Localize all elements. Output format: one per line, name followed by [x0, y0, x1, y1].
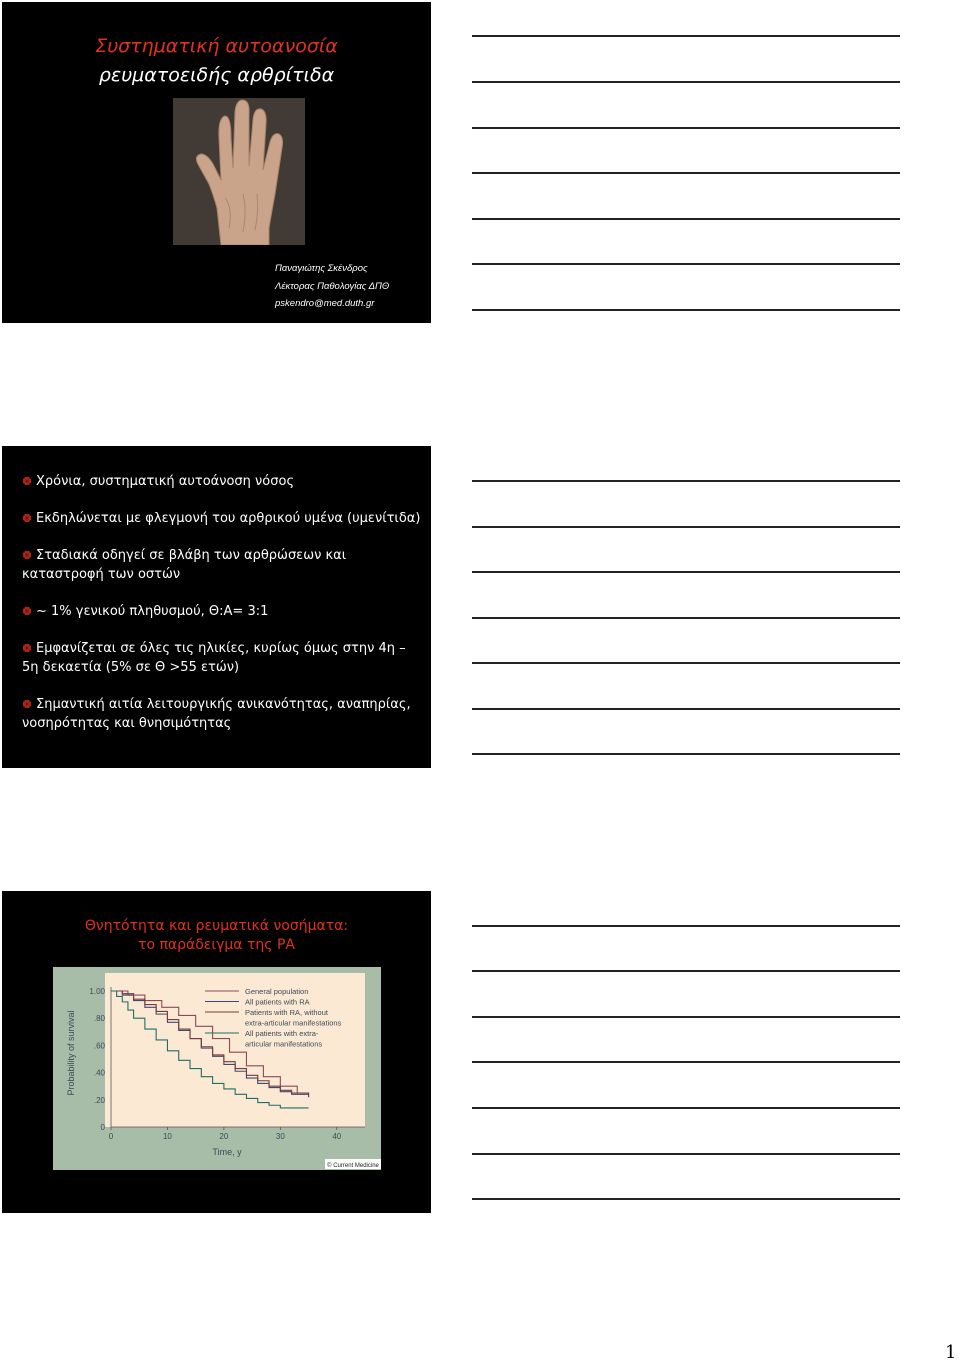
note-line	[472, 1107, 900, 1109]
bullet-text: Εκδηλώνεται με φλεγμονή του αρθρικού υμένα (υμενίτιδα)	[36, 511, 421, 526]
note-line	[472, 1153, 900, 1155]
slide-mortality	[2, 891, 431, 1213]
legend-label: All patients with RA	[245, 997, 310, 1007]
bullet-text: Εμφανίζεται σε όλες τις ηλικίες, κυρίως όμως στην 4η – 5η δεκαετία (5% σε Θ >55 ετών)	[22, 641, 406, 675]
credit-text: © Current Medicine	[327, 1163, 379, 1169]
slide-title-text	[2, 32, 431, 90]
slide-overview	[2, 446, 431, 768]
bullet-item	[22, 695, 422, 733]
x-tick-label: 30	[275, 1132, 285, 1141]
note-line	[472, 1198, 900, 1200]
legend-label: extra-articular manifestations	[245, 1018, 342, 1028]
bullet-icon	[22, 699, 32, 709]
legend-label: articular manifestations	[245, 1039, 323, 1049]
survival-chart	[53, 967, 381, 1170]
bullet-text: Σημαντική αιτία λειτουργικής ανικανότητας, αναπηρίας, νοσηρότητας και θνησιμότητας	[22, 697, 411, 731]
x-tick-label: 40	[332, 1132, 342, 1141]
bullet-item	[22, 472, 422, 491]
note-line	[472, 925, 900, 927]
hand-photo	[173, 98, 305, 245]
title-line-1: Συστηματική αυτοανοσία	[95, 35, 338, 57]
y-tick-label: 0	[100, 1123, 105, 1132]
title-line-2: το παράδειγμα της ΡΑ	[138, 937, 295, 953]
y-tick-label: .80	[93, 1014, 105, 1024]
y-axis-label: Probability of survival	[66, 1010, 76, 1096]
author-info	[275, 260, 389, 313]
bullet-list	[22, 472, 422, 751]
legend-label: General population	[245, 987, 309, 996]
page-number: 1	[945, 1342, 957, 1363]
bullet-icon	[22, 550, 32, 560]
note-line	[472, 1061, 900, 1063]
bullet-item	[22, 546, 422, 584]
author-email: pskendro@med.duth.gr	[275, 298, 375, 309]
legend-label: All patients with extra-	[245, 1029, 319, 1038]
author-name: Παναγιώτης Σκένδρος	[275, 263, 368, 274]
title-line-2: ρευματοειδής αρθρίτιδα	[98, 64, 335, 86]
bullet-icon	[22, 513, 32, 523]
bullet-text: ~ 1% γενικού πληθυσμού, Θ:Α= 3:1	[36, 604, 269, 619]
bullet-icon	[22, 476, 32, 486]
x-axis-label: Time, y	[212, 1147, 242, 1157]
bullet-text: Σταδιακά οδηγεί σε βλάβη των αρθρώσεων και καταστροφή των οστών	[22, 548, 347, 582]
legend-label: Patients with RA, without	[245, 1008, 328, 1017]
y-tick-label: .40	[93, 1068, 105, 1078]
bullet-text: Χρόνια, συστηματική αυτοάνοση νόσος	[36, 474, 295, 489]
x-tick-label: 10	[162, 1132, 172, 1141]
y-tick-label: 1.00	[89, 987, 105, 996]
bullet-icon	[22, 606, 32, 616]
note-line	[472, 1016, 900, 1018]
bullet-item	[22, 602, 422, 621]
plot-background	[105, 973, 365, 1127]
y-tick-label: .60	[93, 1041, 105, 1051]
x-tick-label: 0	[108, 1132, 114, 1141]
title-line-1: Θνητότητα και ρευματικά νοσήματα:	[84, 918, 349, 934]
notes-lines-3	[472, 0, 900, 1205]
bullet-item	[22, 639, 422, 677]
author-role: Λέκτορας Παθολογίας ΔΠΘ	[275, 280, 390, 292]
x-tick-label: 20	[219, 1132, 229, 1141]
bullet-item	[22, 509, 422, 528]
slide-title	[2, 2, 431, 323]
note-line	[472, 970, 900, 972]
y-tick-label: .20	[93, 1095, 105, 1105]
bullet-icon	[22, 643, 32, 653]
slide-mortality-title	[2, 917, 431, 955]
